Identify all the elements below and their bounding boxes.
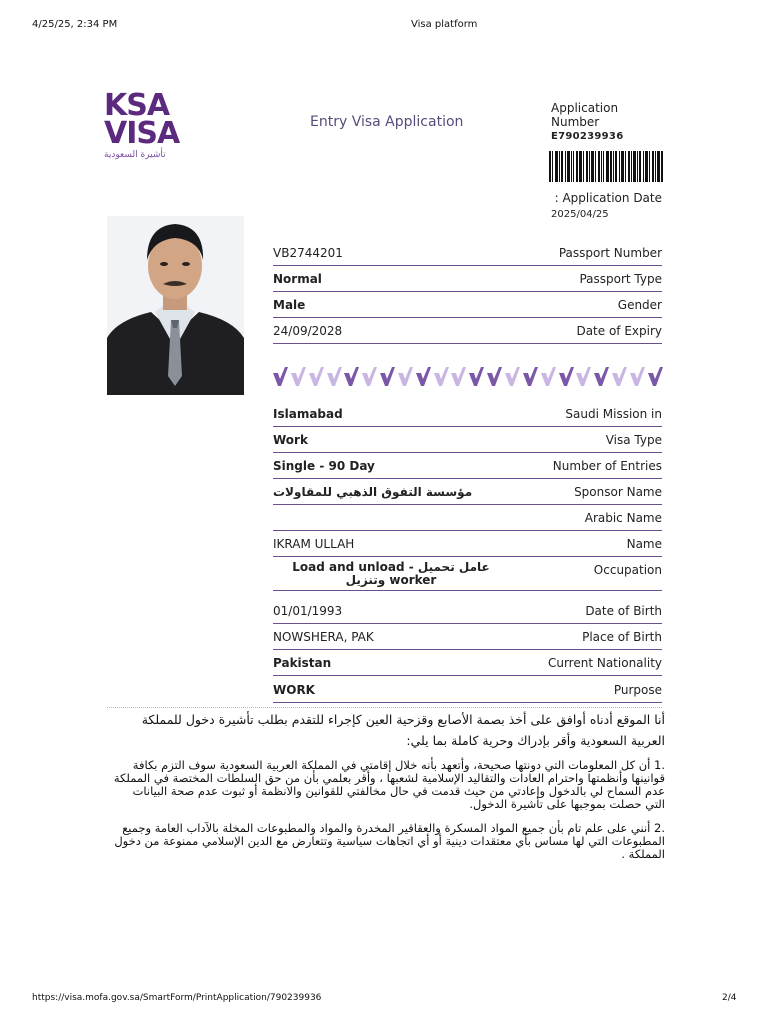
check-icon bbox=[291, 367, 306, 387]
saudi-mission-label: Saudi Mission in bbox=[565, 406, 662, 421]
section-divider bbox=[107, 707, 662, 708]
field-passport-number bbox=[273, 240, 662, 266]
logo-ksa-text: KSA bbox=[104, 88, 170, 123]
field-saudi-mission bbox=[273, 401, 662, 427]
passport-number-value: VB2744201 bbox=[273, 245, 343, 260]
declaration-item-1: .1 أن كل المعلومات التي دونتها صحيحة، وأتعهد بأنه خلال إقامتي في المملكة العربية السعودية سوف التزم بكافة قوانينها وأنظمتها واحترام العادات والتقاليد الإسلامية لشعبها ، وأقر بعلمي بأن من حق السلطات المختصة في المملكة عدم السماح لي بالدخول وإعادتي من حيث قدمت في حال مخالفتي للقوانين والانظمة أو ثبوت عدم صحة البيانات التي حصلت بموجبها على تأشيرة الدخول. bbox=[113, 758, 665, 811]
check-icon bbox=[309, 367, 324, 387]
application-number-value: E790239936 bbox=[551, 131, 624, 142]
current-nationality-value: Pakistan bbox=[273, 655, 332, 670]
check-icon bbox=[630, 367, 645, 387]
field-purpose bbox=[273, 677, 662, 703]
visa-type-label: Visa Type bbox=[605, 432, 662, 447]
logo-visa-text: VISA bbox=[104, 116, 180, 151]
field-sponsor-name bbox=[273, 479, 662, 505]
field-number-of-entries bbox=[273, 453, 662, 479]
print-page-number: 2/4 bbox=[722, 993, 737, 1003]
check-icon bbox=[344, 367, 359, 387]
check-mark-strip bbox=[273, 364, 663, 390]
applicant-photo-figure bbox=[107, 216, 244, 395]
place-of-birth-value: NOWSHERA, PAK bbox=[273, 629, 374, 644]
check-icon bbox=[523, 367, 538, 387]
field-visa-type bbox=[273, 427, 662, 453]
check-icon bbox=[541, 367, 556, 387]
field-gender bbox=[273, 292, 662, 318]
current-nationality-label: Current Nationality bbox=[547, 655, 662, 670]
application-date-value: 2025/04/25 bbox=[551, 209, 609, 220]
sponsor-name-value: مؤسسة التفوق الذهبي للمقاولات bbox=[273, 484, 473, 499]
check-icon bbox=[416, 367, 431, 387]
logo-arabic-text: تأشيرة السعودية bbox=[104, 150, 166, 160]
field-current-nationality bbox=[273, 650, 662, 676]
application-number-block bbox=[551, 101, 663, 142]
check-icon bbox=[434, 367, 449, 387]
check-icon bbox=[648, 367, 663, 387]
field-date-of-birth bbox=[273, 598, 662, 624]
application-number-label: Application Number bbox=[551, 101, 619, 129]
field-arabic-name bbox=[273, 505, 662, 531]
declaration-intro: أنا الموقع أدناه أوافق على أخذ بصمة الأصابع وقزحية العين كإجراء للتقدم بطلب تأشيرة دخول للمملكة العربية السعودية وأقر بإدراك وحرية كاملة بما يلي: bbox=[141, 712, 665, 748]
occupation-value: Load and unload - عامل تحميل وتنزيل worker bbox=[292, 560, 490, 587]
field-place-of-birth bbox=[273, 624, 662, 650]
check-icon bbox=[362, 367, 377, 387]
purpose-label: Purpose bbox=[613, 682, 662, 697]
check-icon bbox=[505, 367, 520, 387]
gender-value: Male bbox=[273, 297, 306, 312]
declaration-item-2: .2 أنني على علم تام بأن جميع المواد المسكرة والعقاقير المخدرة والمواد والمطبوعات المخلة بالآداب العامة وجميع المطبوعات التي لها مساس بأي معتقدات دينية أو أي اتجاهات سياسية وتتعارض مع الدين الإسلامي ممنوعة من دخول المملكة . bbox=[114, 821, 665, 861]
date-of-expiry-label: Date of Expiry bbox=[576, 323, 662, 338]
barcode-icon bbox=[549, 151, 663, 182]
place-of-birth-label: Place of Birth bbox=[582, 629, 662, 644]
passport-type-label: Passport Type bbox=[579, 271, 662, 286]
check-icon bbox=[612, 367, 627, 387]
print-page-title: Visa platform bbox=[411, 19, 478, 30]
check-icon bbox=[398, 367, 413, 387]
check-icon bbox=[327, 367, 342, 387]
check-icon bbox=[451, 367, 466, 387]
gender-label: Gender bbox=[617, 297, 662, 312]
applicant-photo bbox=[107, 216, 244, 395]
passport-number-label: Passport Number bbox=[558, 245, 662, 260]
occupation-label: Occupation bbox=[593, 563, 662, 577]
check-icon bbox=[273, 367, 288, 387]
purpose-value: WORK bbox=[273, 682, 315, 697]
visa-type-value: Work bbox=[273, 432, 308, 447]
field-name bbox=[273, 531, 662, 557]
sponsor-name-label: Sponsor Name bbox=[574, 484, 662, 499]
saudi-mission-value: Islamabad bbox=[273, 406, 343, 421]
arabic-name-label: Arabic Name bbox=[584, 510, 662, 525]
check-icon bbox=[576, 367, 591, 387]
print-url: https://visa.mofa.gov.sa/SmartForm/PrintApplication/790239936 bbox=[32, 993, 322, 1003]
check-icon bbox=[559, 367, 574, 387]
ksa-visa-logo bbox=[104, 88, 194, 166]
check-icon bbox=[469, 367, 484, 387]
number-of-entries-label: Number of Entries bbox=[552, 458, 662, 473]
check-icon bbox=[380, 367, 395, 387]
name-value: IKRAM ULLAH bbox=[273, 536, 355, 551]
check-icon bbox=[594, 367, 609, 387]
field-date-of-expiry bbox=[273, 318, 662, 344]
date-of-birth-value: 01/01/1993 bbox=[273, 603, 343, 618]
field-passport-type bbox=[273, 266, 662, 292]
number-of-entries-value: Single - 90 Day bbox=[273, 458, 375, 473]
document-title: Entry Visa Application bbox=[310, 114, 464, 130]
application-date-label: : Application Date bbox=[554, 191, 662, 205]
date-of-birth-label: Date of Birth bbox=[585, 603, 662, 618]
date-of-expiry-value: 24/09/2028 bbox=[273, 323, 343, 338]
check-icon bbox=[487, 367, 502, 387]
name-label: Name bbox=[626, 536, 662, 551]
field-occupation bbox=[273, 557, 662, 591]
passport-type-value: Normal bbox=[273, 271, 322, 286]
print-datetime: 4/25/25, 2:34 PM bbox=[32, 19, 118, 30]
